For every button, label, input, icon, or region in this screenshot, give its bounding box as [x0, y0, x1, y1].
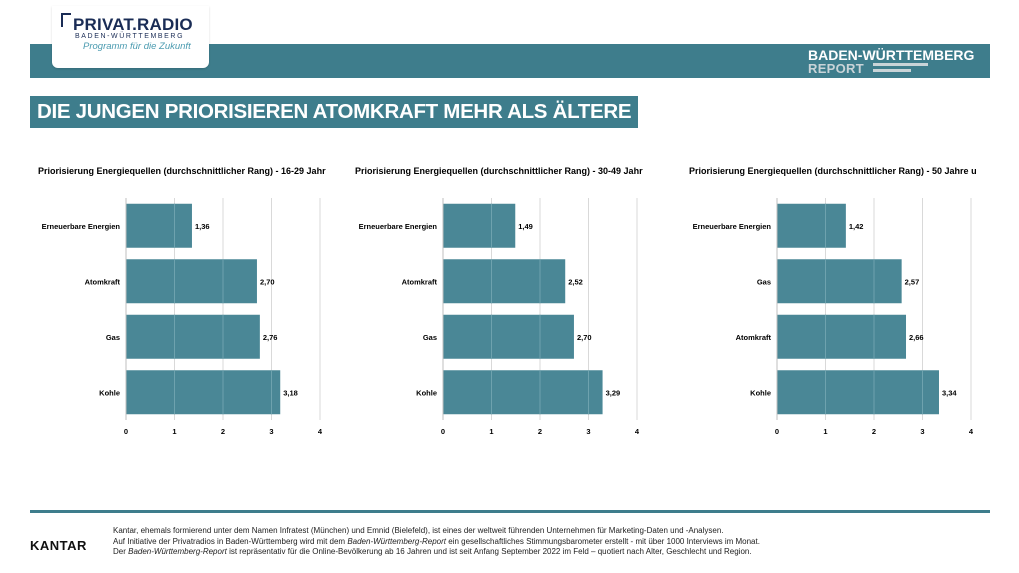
- bar: [777, 370, 939, 414]
- privat-radio-logo[interactable]: [52, 6, 209, 68]
- value-label: 2,70: [259, 277, 275, 287]
- logo-region: BADEN-WÜRTTEMBERG: [75, 33, 185, 40]
- value-label: 2,76: [262, 332, 278, 342]
- chart-title: Priorisierung Energiequellen (durchschnittlicher Rang) - 30-49 Jahr: [355, 166, 643, 176]
- footer-line-3-start: Der: [113, 547, 129, 556]
- bar: [126, 204, 192, 248]
- x-tick-label: 4: [317, 427, 323, 436]
- value-label: 3,18: [283, 388, 298, 398]
- bar-chart-30-49: [355, 160, 655, 440]
- x-tick-label: 4: [968, 427, 974, 436]
- category-label: Kohle: [99, 388, 120, 398]
- category-label: Kohle: [416, 388, 437, 398]
- value-label: 3,29: [605, 388, 621, 398]
- report-lines-icon: [873, 63, 928, 75]
- x-tick-label: 1: [489, 427, 494, 436]
- value-label: 1,49: [518, 221, 533, 231]
- footer-line-3-report: Baden-Württemberg-Report: [128, 547, 227, 556]
- value-label: 2,66: [909, 332, 924, 342]
- report-title: BADEN-WÜRTTEMBERG: [808, 47, 975, 63]
- footer-line-2-end: ein gesellschaftliches Stimmungsbarometer erstellt - mit über 1000 Interviews im Monat.: [446, 536, 760, 546]
- kantar-logo: KANTAR: [30, 538, 87, 553]
- value-label: 3,34: [941, 388, 957, 398]
- category-label: Gas: [756, 277, 771, 287]
- category-label: Gas: [105, 332, 120, 342]
- category-label: Erneuerbare Energien: [692, 221, 771, 231]
- footer-line-2-report: Baden-Württemberg-Report: [347, 536, 447, 546]
- chart-plot: [38, 160, 338, 440]
- footer-line-3-end: ist repräsentativ für die Online-Bevölkerung ab 16 Jahren und ist seit Anfang September 2022 im Feld – quotiert nach Alter, Geschlecht und Region.: [226, 547, 752, 556]
- x-tick-label: 3: [920, 427, 925, 436]
- bar: [777, 259, 902, 303]
- bar: [126, 315, 260, 359]
- category-label: Atomkraft: [401, 277, 437, 287]
- bar-chart-16-29: [38, 160, 338, 440]
- logo-tagline: Programm für die Zukunft: [83, 41, 191, 52]
- category-label: Kohle: [750, 388, 771, 398]
- x-tick-label: 0: [774, 427, 780, 436]
- bar: [443, 370, 603, 414]
- footer-line-3: [113, 547, 760, 558]
- x-tick-label: 1: [823, 427, 828, 436]
- bar: [443, 204, 515, 248]
- page-title: DIE JUNGEN PRIORISIEREN ATOMKRAFT MEHR ALS ÄLTERE: [30, 96, 638, 128]
- logo-name: PRIVAT.RADIO: [73, 15, 193, 34]
- x-tick-label: 0: [440, 427, 446, 436]
- chart-title: Priorisierung Energiequellen (durchschnittlicher Rang) - 50 Jahre u: [689, 166, 977, 176]
- bar-chart-50-plus: [689, 160, 989, 440]
- bar: [777, 315, 906, 359]
- category-label: Atomkraft: [84, 277, 120, 287]
- value-label: 1,36: [194, 221, 210, 231]
- footer-divider: [30, 510, 990, 513]
- bar: [443, 259, 565, 303]
- category-label: Gas: [422, 332, 437, 342]
- x-tick-label: 0: [123, 427, 129, 436]
- value-label: 2,52: [568, 277, 583, 287]
- footer-line-2: [113, 537, 760, 548]
- x-tick-label: 2: [871, 427, 877, 436]
- bar: [777, 204, 846, 248]
- chart-title: Priorisierung Energiequellen (durchschnittlicher Rang) - 16-29 Jahr: [38, 166, 326, 176]
- bar: [443, 315, 574, 359]
- category-label: Erneuerbare Energien: [358, 221, 437, 231]
- x-tick-label: 3: [269, 427, 274, 436]
- bar: [126, 259, 257, 303]
- bar: [126, 370, 280, 414]
- x-tick-label: 2: [537, 427, 543, 436]
- value-label: 2,57: [904, 277, 920, 287]
- footer-line-2-start: Auf Initiative der Privatradios in Baden-Württemberg wird mit dem: [113, 536, 348, 546]
- value-label: 1,42: [848, 221, 864, 231]
- footer-notes: [113, 526, 760, 558]
- chart-plot: [689, 160, 989, 440]
- value-label: 2,70: [576, 332, 592, 342]
- chart-plot: [355, 160, 655, 440]
- x-tick-label: 3: [586, 427, 591, 436]
- x-tick-label: 4: [634, 427, 640, 436]
- x-tick-label: 1: [172, 427, 177, 436]
- logo-corner-icon: [61, 13, 71, 27]
- x-tick-label: 2: [220, 427, 226, 436]
- footer-line-1: Kantar, ehemals formierend unter dem Namen Infratest (München) und Emnid (Bielefeld), ist eines der weltweit führenden Unternehmen für Marketing-Daten und -Analysen.: [113, 526, 724, 535]
- category-label: Erneuerbare Energien: [41, 221, 120, 231]
- category-label: Atomkraft: [735, 332, 771, 342]
- report-subtitle: REPORT: [808, 61, 864, 76]
